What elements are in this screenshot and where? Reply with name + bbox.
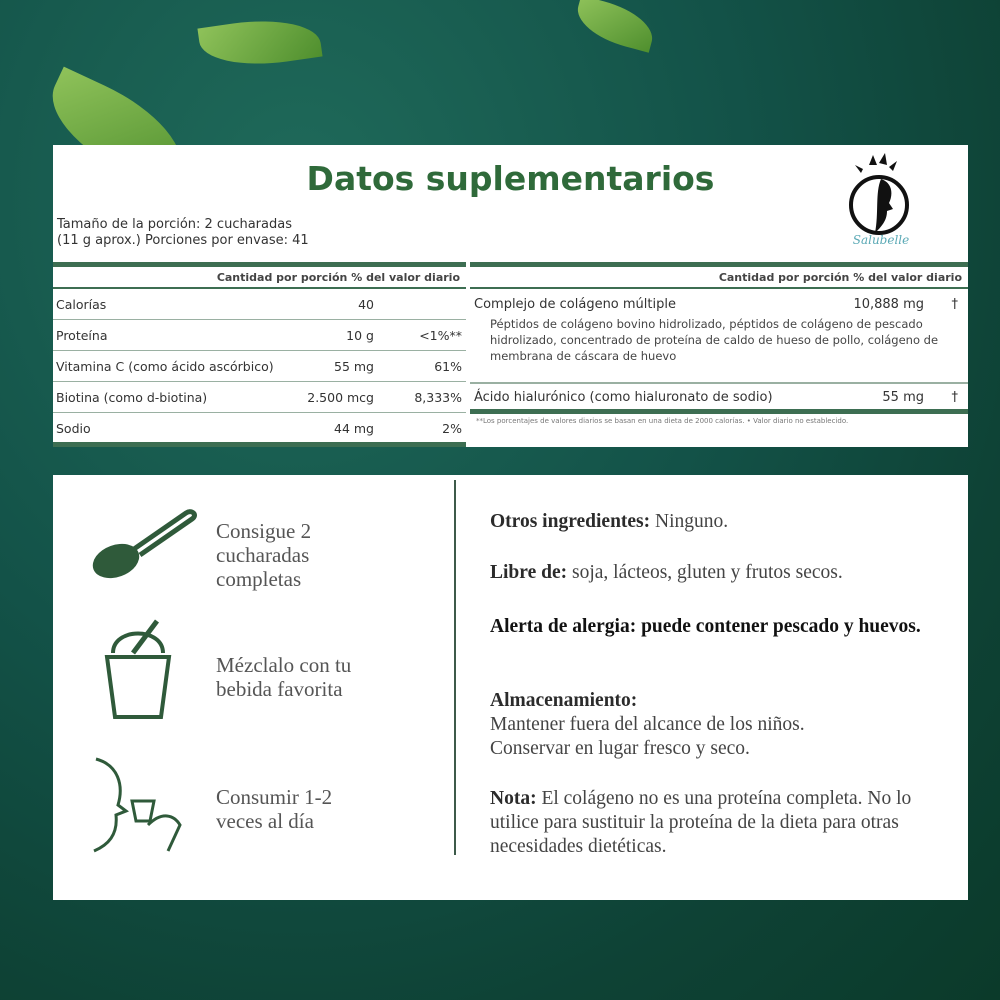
value: soja, lácteos, gluten y frutos secos. [567, 562, 843, 583]
value: Ninguno. [650, 511, 729, 532]
step-line: veces al día [216, 809, 314, 833]
ingredient-detail: Péptidos de colágeno bovino hidrolizado, péptidos de colágeno de pescado hidrolizado, concentrado de proteína de caldo de hueso de pollo, colágeno de membrana de cáscara de huevo [470, 312, 968, 384]
footnote: **Los porcentajes de valores diarios se basan en una dieta de 2000 calorías. • Valor diario no establecido. [476, 417, 849, 425]
step-line: Consumir 1-2 [216, 785, 333, 809]
label: Otros ingredientes: [490, 511, 651, 532]
table-row [53, 320, 466, 351]
collagen-table [470, 262, 968, 447]
ingredient-name: Ácido hialurónico (como hialuronato de sodio) [474, 390, 773, 405]
allergy-alert: Alerta de alergia: puede contener pescado y huevos. [490, 616, 921, 637]
nutrient-amount: 40 [358, 296, 374, 312]
storage-line: Conservar en lugar fresco y seco. [490, 738, 750, 759]
nutrient-dv: <1%** [419, 327, 462, 343]
storage [490, 689, 960, 761]
table-header: Cantidad por porción % del valor diario [470, 267, 968, 289]
step-line: completas [216, 567, 302, 591]
ingredient-name: Complejo de colágeno múltiple [474, 297, 676, 312]
ingredient-amount: 55 mg [882, 390, 924, 405]
nutrient-amount: 2.500 mcg [307, 389, 374, 405]
table-row [53, 382, 466, 413]
storage-line: Mantener fuera del alcance de los niños. [490, 714, 805, 735]
nutrients-table [53, 262, 466, 447]
step-3-text [216, 785, 332, 833]
nutrient-amount: 55 mg [334, 358, 374, 374]
step-2-text [216, 653, 351, 701]
step-1-text [216, 519, 311, 591]
nutrient-name: Calorías [56, 296, 107, 312]
step-line: Consigue 2 [216, 519, 312, 543]
nutrient-dv: 8,333% [414, 389, 462, 405]
nutrient-name: Biotina (como d-biotina) [56, 389, 208, 405]
step-line: Mézclalo con tu [216, 653, 352, 677]
nutrient-dv: 2% [442, 421, 462, 436]
label: Almacenamiento: [490, 690, 638, 711]
value: El colágeno no es una proteína completa. No lo utilice para sustituir la proteína de la dieta para otras necesidades dietéticas. [490, 788, 912, 857]
servings-label: (11 g aprox.) Porciones por envase: [57, 233, 288, 248]
brand-logo [841, 153, 921, 253]
label: Nota: [490, 788, 537, 809]
serving-size: Tamaño de la porción: 2 cucharadas [57, 217, 292, 232]
nutrient-amount: 10 g [346, 327, 374, 343]
note [490, 787, 950, 859]
nutrient-name: Sodio [56, 421, 91, 436]
table-row [470, 289, 968, 312]
table-row [470, 384, 968, 414]
nutrient-amount: 44 mg [334, 421, 374, 436]
ingredient-amount: 10,888 mg [853, 297, 924, 312]
serving-info [57, 217, 309, 249]
nutrient-dv: 61% [434, 358, 462, 374]
nutrient-name: Proteína [56, 327, 108, 343]
leaf-decoration [571, 0, 658, 53]
supplement-facts-panel [53, 145, 968, 447]
table-row [53, 413, 466, 444]
label: Libre de: [490, 562, 568, 583]
logo-text: Salubelle [852, 233, 910, 247]
divider [454, 480, 456, 855]
usage-panel [53, 475, 968, 900]
free-from [490, 561, 960, 585]
drinking-person-icon [88, 755, 188, 855]
ingredient-dv: † [951, 297, 958, 312]
table-row [53, 351, 466, 382]
table-header: Cantidad por porción % del valor diario [53, 267, 466, 289]
woman-profile-logo-icon [841, 153, 921, 243]
other-ingredients [490, 510, 960, 534]
ingredient-dv: † [951, 390, 958, 405]
step-line: cucharadas [216, 543, 310, 567]
panel-title: Datos suplementarios [306, 159, 715, 198]
table-row [53, 289, 466, 320]
spoon-icon [88, 503, 198, 583]
cup-icon [103, 617, 173, 722]
step-line: bebida favorita [216, 677, 343, 701]
nutrient-name: Vitamina C (como ácido ascórbico) [56, 358, 274, 374]
leaf-decoration [197, 12, 322, 73]
servings-value: 41 [292, 233, 309, 248]
